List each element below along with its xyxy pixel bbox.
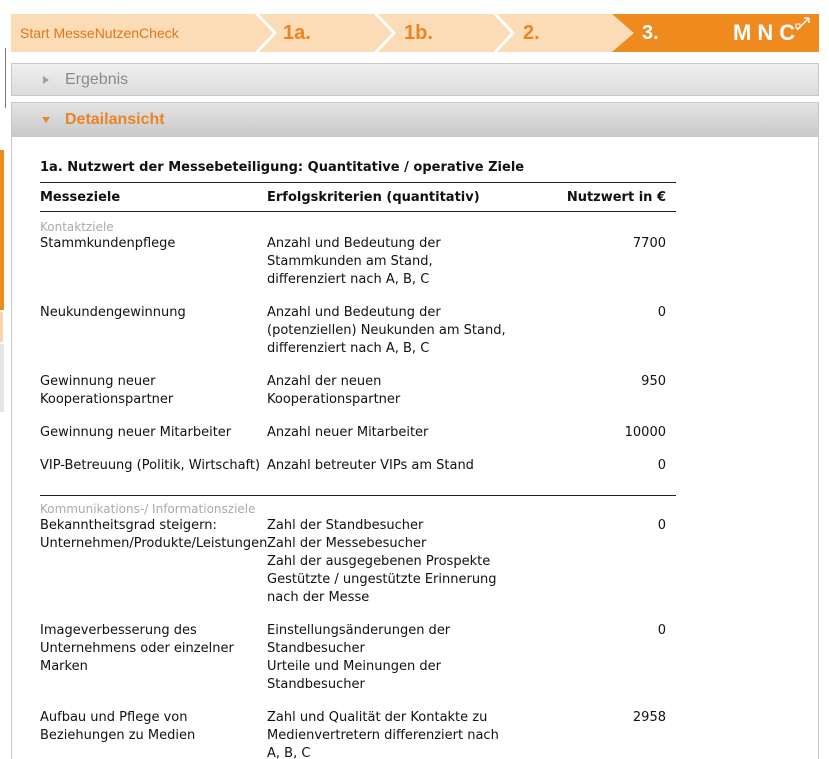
goal-line: VIP-Betreuung (Politik, Wirtschaft): [40, 458, 261, 473]
table-row: [40, 622, 676, 709]
criteria-cell: [267, 424, 527, 442]
chevron-right-icon: [493, 14, 515, 52]
criteria-line: differenziert nach A, B, C: [267, 272, 430, 287]
criteria-line: Anzahl neuer Mitarbeiter: [267, 425, 429, 440]
header-criteria: Erfolgskriterien (quantitativ): [267, 190, 480, 205]
value-cell: 950: [641, 374, 666, 389]
criteria-line: Zahl der Messebesucher: [267, 536, 427, 551]
goal-cell: [40, 235, 265, 253]
header-value: Nutzwert in €: [566, 190, 666, 205]
table-row: [40, 709, 676, 759]
criteria-line: Einstellungsänderungen der: [267, 623, 451, 638]
goal-line: Marken: [40, 659, 88, 674]
goal-line: Stammkundenpflege: [40, 236, 176, 251]
wizard-step-label: 1a.: [283, 21, 311, 44]
criteria-line: A, B, C: [267, 746, 311, 759]
accordion-ergebnis[interactable]: [11, 63, 819, 96]
goal-cell: [40, 304, 265, 322]
criteria-line: Standbesucher: [267, 641, 365, 656]
criteria-line: differenziert nach A, B, C: [267, 341, 430, 356]
criteria-cell: [267, 517, 527, 607]
table-body: [40, 212, 676, 759]
chevron-right-icon: [374, 14, 396, 52]
criteria-line: Kooperationspartner: [267, 392, 401, 407]
value-cell: 0: [657, 305, 666, 320]
left-edge-accent: [0, 150, 4, 310]
criteria-line: Anzahl und Bedeutung der: [267, 236, 441, 251]
wizard-step-label: 2.: [523, 21, 540, 44]
goal-line: Unternehmens oder einzelner: [40, 641, 234, 656]
wizard-nav: [11, 14, 819, 52]
accordion-detailansicht[interactable]: [11, 102, 819, 137]
goal-line: Beziehungen zu Medien: [40, 728, 196, 743]
left-edge-line: [5, 48, 6, 108]
goal-cell: [40, 373, 265, 409]
table-row: [40, 424, 676, 457]
criteria-line: Anzahl betreuter VIPs am Stand: [267, 458, 474, 473]
wizard-step-label: 3.: [642, 21, 659, 44]
table-row: [40, 517, 676, 622]
goal-line: Kooperationspartner: [40, 392, 174, 407]
goal-cell: [40, 424, 265, 442]
value-cell: 2958: [632, 710, 666, 725]
criteria-line: (potenziellen) Neukunden am Stand,: [267, 323, 506, 338]
goal-line: Aufbau und Pflege von: [40, 710, 188, 725]
caret-right-icon: [41, 75, 51, 85]
criteria-cell: [267, 622, 527, 694]
goal-line: Imageverbesserung des: [40, 623, 197, 638]
goal-line: Unternehmen/Produkte/Leistungen: [40, 536, 268, 551]
table-header: [40, 182, 676, 212]
group-label: Kommunikations-/ Informationsziele: [40, 502, 256, 516]
value-cell: 10000: [624, 425, 666, 440]
criteria-line: Standbesucher: [267, 677, 365, 692]
wizard-step-start-label: Start MesseNutzenCheck: [20, 25, 179, 41]
criteria-cell: [267, 373, 527, 409]
table-group: [40, 495, 676, 759]
left-edge-accent-light: [0, 312, 3, 342]
value-cell: 7700: [632, 236, 666, 251]
accordion-detailansicht-label: Detailansicht: [65, 110, 165, 128]
criteria-line: nach der Messe: [267, 590, 370, 605]
wizard-step-start[interactable]: [11, 14, 273, 52]
goal-line: Gewinnung neuer Mitarbeiter: [40, 425, 232, 440]
value-cell: 0: [657, 518, 666, 533]
criteria-line: Zahl der Standbesucher: [267, 518, 424, 533]
goal-line: Gewinnung neuer: [40, 374, 156, 389]
table-row: [40, 373, 676, 424]
goal-cell: [40, 622, 265, 676]
left-edge-grey: [0, 344, 4, 412]
criteria-line: Zahl und Qualität der Kontakte zu: [267, 710, 488, 725]
table-row: [40, 457, 676, 490]
criteria-line: Zahl der ausgegebenen Prospekte: [267, 554, 491, 569]
goal-line: Bekanntheitsgrad steigern:: [40, 518, 217, 533]
header-goals: Messeziele: [40, 190, 121, 205]
criteria-cell: [267, 304, 527, 358]
wizard-step-label: 1b.: [404, 21, 433, 44]
chevron-right-icon: [612, 14, 634, 52]
criteria-line: Medienvertretern differenziert nach: [267, 728, 499, 743]
group-label: Kontaktziele: [40, 220, 114, 234]
logo-text: MNC: [733, 20, 802, 45]
value-cell: 0: [657, 623, 666, 638]
goal-line: Neukundengewinnung: [40, 305, 186, 320]
table-row: [40, 235, 676, 304]
accordion-ergebnis-label: Ergebnis: [65, 70, 129, 88]
goal-cell: [40, 709, 265, 745]
criteria-line: Anzahl und Bedeutung der: [267, 305, 441, 320]
table-row: [40, 304, 676, 373]
criteria-line: Urteile und Meinungen der: [267, 659, 441, 674]
value-cell: 0: [657, 458, 666, 473]
mnc-logo[interactable]: [718, 14, 819, 52]
logo-expand-icon: [795, 16, 811, 32]
criteria-line: Gestützte / ungestützte Erinnerung: [267, 572, 497, 587]
caret-down-icon: [41, 115, 51, 125]
criteria-line: Stammkunden am Stand,: [267, 254, 433, 269]
results-table: [40, 160, 676, 759]
goal-cell: [40, 457, 265, 475]
chevron-right-icon: [255, 14, 277, 52]
section-title: 1a. Nutzwert der Messebeteiligung: Quantitative / operative Ziele: [40, 160, 525, 175]
criteria-line: Anzahl der neuen: [267, 374, 382, 389]
criteria-cell: [267, 457, 527, 475]
goal-cell: [40, 517, 268, 553]
criteria-cell: [267, 235, 527, 289]
table-group: [40, 212, 676, 490]
criteria-cell: [267, 709, 527, 759]
